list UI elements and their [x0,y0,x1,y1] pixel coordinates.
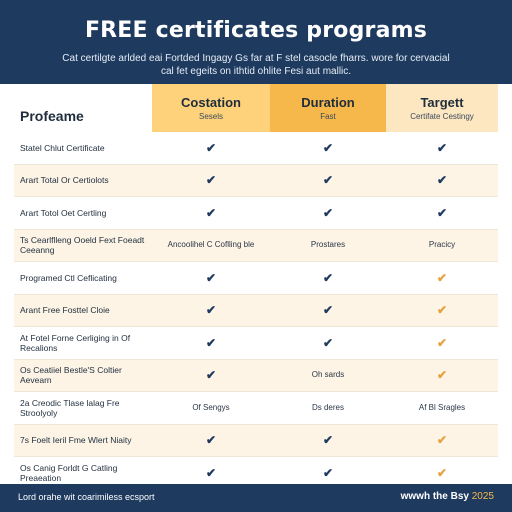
table-cell [270,327,386,359]
page-title: FREE certificates programs [84,18,428,43]
table-row [14,327,498,360]
footer-site: wwwh the Bsy [400,491,469,502]
table-cell [386,262,498,294]
checkmark-icon: ✔ [205,303,217,318]
column-header-sublabel: Certifate Cestingy [410,112,474,121]
table-row [14,165,498,198]
table-cell [152,295,270,327]
program-name: 7s Foelt Ieril Fme Wlert Niaity [20,435,132,446]
checkmark-icon: ✔ [436,368,448,383]
table-cell [386,360,498,392]
table-cell [270,262,386,294]
table-cell [270,165,386,197]
table-cell-text: Ancoolihel C Coflling ble [167,240,255,250]
table-cell-text: Pracicy [428,240,456,250]
program-name: Arart Total Or Certiolots [20,175,109,186]
footer-brand [401,491,494,502]
column-header-label: Costation [181,95,241,110]
table-cell [386,197,498,229]
program-name: Ts Cearlflleng Ooeld Fext Foeadt Ceeanng [20,235,145,256]
table-row [14,392,498,425]
table-cell [270,197,386,229]
table-row [14,295,498,328]
checkmark-icon: ✔ [322,303,334,318]
table-cell [386,165,498,197]
checkmark-icon: ✔ [322,465,334,480]
program-name: At Fotel Forne Cerliging in Of Recalions [20,332,131,353]
checkmark-icon: ✔ [436,335,448,350]
program-name: Programed Ctl Ceflicating [20,272,117,283]
table-body [14,132,498,512]
checkmark-icon: ✔ [205,368,217,383]
checkmark-icon: ✔ [205,173,217,188]
program-name: Statel Chlut Certificate [20,142,105,153]
checkmark-icon: ✔ [322,173,334,188]
table-row [14,262,498,295]
column-header-sublabel: Sesels [198,112,223,121]
table-cell-text: Prostares [310,240,346,250]
checkmark-icon: ✔ [322,140,334,155]
column-header-duration [270,84,386,132]
table-cell [152,165,270,197]
checkmark-icon: ✔ [205,465,217,480]
checkmark-icon: ✔ [436,270,448,285]
checkmark-icon: ✔ [322,270,334,285]
table-cell [152,197,270,229]
column-header-sublabel: Fast [320,112,336,121]
table-row [14,132,498,165]
column-header-target [386,84,498,132]
table-cell [152,132,270,164]
checkmark-icon: ✔ [436,433,448,448]
checkmark-icon: ✔ [205,270,217,285]
checkmark-icon: ✔ [205,140,217,155]
column-header-label: Profeame [20,108,84,124]
table-header-row [14,84,498,132]
table-cell [152,327,270,359]
table-row [14,425,498,458]
column-header-costation [152,84,270,132]
table-cell [386,425,498,457]
table-row [14,197,498,230]
checkmark-icon: ✔ [436,173,448,188]
checkmark-icon: ✔ [322,205,334,220]
footer-year: 2025 [471,491,494,502]
table-cell [270,295,386,327]
program-name: Os Ceatiiel Bestle'S Coltier Aevearn [20,365,122,386]
checkmark-icon: ✔ [436,140,448,155]
footer-tagline: Lord orahe wit coarimiless ecsport [18,492,155,502]
checkmark-icon: ✔ [322,335,334,350]
checkmark-icon: ✔ [436,205,448,220]
page-footer [0,484,512,512]
table-cell-text: Ds deres [311,402,344,412]
table-cell [152,262,270,294]
checkmark-icon: ✔ [205,205,217,220]
program-name: Arart Totol Oet Certling [20,207,107,218]
program-name: 2a Creodic Tlase lalag Fre Stroolyoly [20,397,120,418]
table-cell [386,295,498,327]
checkmark-icon: ✔ [205,433,217,448]
table-cell [152,425,270,457]
table-cell [152,360,270,392]
program-name: Arant Free Fosttel Cloie [20,305,110,316]
comparison-table [14,84,498,512]
table-cell-text: Af Bl Sragles [418,402,466,412]
table-cell [386,132,498,164]
table-cell [270,132,386,164]
checkmark-icon: ✔ [436,303,448,318]
column-header-label: Targett [420,95,464,110]
table-row [14,360,498,393]
table-cell [270,425,386,457]
table-cell [386,327,498,359]
program-name: Os Canig Forldt G Catling Preaeation [20,462,118,483]
checkmark-icon: ✔ [436,465,448,480]
column-header-label: Duration [301,95,355,110]
table-row [14,230,498,263]
page-header [0,0,512,84]
checkmark-icon: ✔ [205,335,217,350]
page-subtitle: Cat certilgte arlded eai Fortded Ingagy Gs far at F stel casocle fharrs. wore for cervacial cal fet egeits on ithtid ohlite Fesi aut mallic. [62,53,450,77]
column-header-program [14,84,152,132]
table-cell-text: Oh sards [311,370,345,380]
checkmark-icon: ✔ [322,433,334,448]
table-cell-text: Of Sengys [192,402,230,412]
